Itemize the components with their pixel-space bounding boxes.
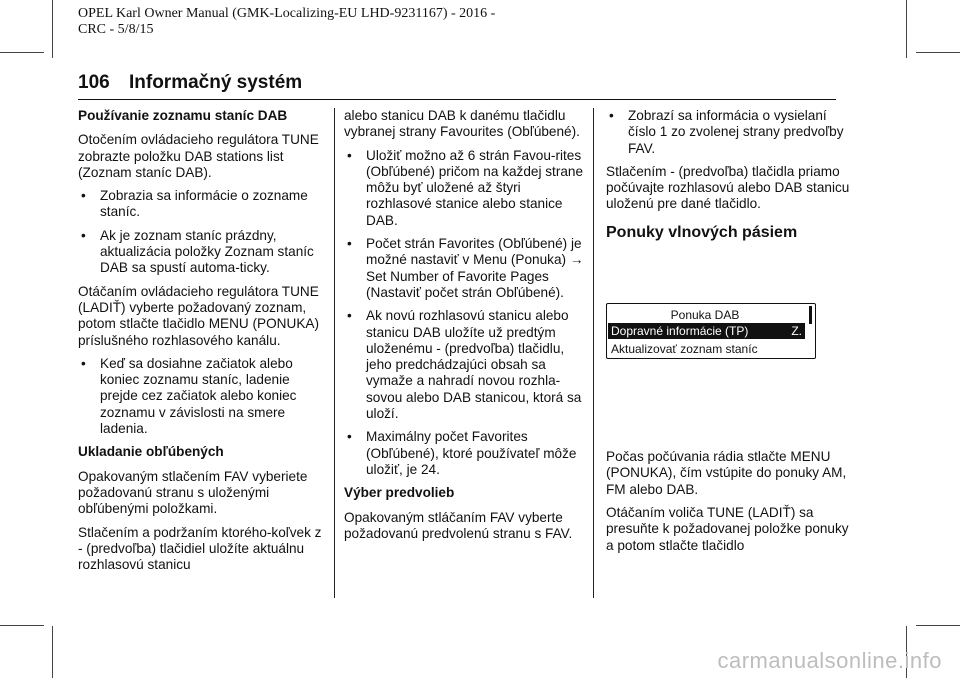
selected-item-value: Z.: [791, 323, 802, 338]
page-number: 106: [78, 72, 110, 93]
bullet-list: [78, 356, 324, 437]
scrollbar-indicator: [809, 306, 812, 324]
text-column-3: [606, 108, 852, 561]
paragraph: Stlačením a podržaním ktorého-koľvek z - (predvoľba) tlačidiel uložíte aktuálnu rozhlasovú stanicu: [78, 524, 322, 573]
watermark: carmanualsonline.info: [717, 648, 942, 673]
text-column-1: [78, 108, 324, 580]
crop-mark: [0, 52, 44, 53]
crop-mark: [916, 52, 960, 53]
paragraph: Otočením ovládacieho regulátora TUNE zobrazte položku DAB stations list (Zoznam staníc DAB).: [78, 132, 319, 180]
display-menu-item: Aktualizovať zoznam staníc: [611, 342, 758, 357]
list-item: • Zobrazia sa informácie o zozname staníc.: [78, 188, 324, 221]
display-title: Ponuka DAB: [670, 308, 740, 323]
meta-line: CRC - 5/8/15: [78, 22, 154, 37]
heading-rule: [78, 99, 836, 100]
column-divider: [593, 108, 594, 598]
column-divider: [334, 108, 335, 598]
subheading: Používanie zoznamu staníc DAB: [78, 108, 288, 123]
subheading: Výber predvolieb: [344, 485, 455, 501]
paragraph: Otáčaním ovládacieho regulátora TUNE (LADIŤ) vyberte požadovaný zoznam, potom stlačte tlačidlo MENU (PONUKA) príslušného rozhlasového kanálu.: [78, 283, 319, 348]
meta-line: OPEL Karl Owner Manual (GMK-Localizing-EU LHD-9231167) - 2016 -: [78, 6, 496, 21]
crop-mark: [52, 626, 53, 678]
section-heading: Ponuky vlnových pásiem: [606, 223, 798, 241]
paragraph: Stlačením - (predvoľba) tlačidla priamo počúvajte rozhlasovú alebo DAB stanicu uloženú pre dané tlačidlo.: [606, 163, 850, 212]
list-item: • Ak je zoznam staníc prázdny, aktualizácia položky Zoznam staníc DAB sa spustí automa-ticky.: [78, 228, 324, 277]
document-meta: [78, 6, 598, 38]
crop-mark: [916, 625, 960, 626]
paragraph: Počas počúvania rádia stlačte MENU (PONUKA), čím vstúpite do ponuky AM, FM alebo DAB.: [606, 449, 847, 497]
bullet-list: [78, 188, 324, 276]
paragraph: Otáčaním voliča TUNE (LADIŤ) sa presuňte k požadovanej položke ponuky a potom stlačte tlačidlo: [606, 504, 849, 553]
display-selected-item: [608, 323, 805, 339]
paragraph: alebo stanicu DAB k danému tlačidlu vybranej strany Favourites (Obľúbené).: [344, 108, 580, 140]
list-item: • Maximálny počet Favorites (Obľúbené), ktoré používateľ môže uložiť, je 24.: [344, 429, 590, 478]
subheading: Ukladanie obľúbených: [78, 444, 224, 460]
list-item: • Ak novú rozhlasovú stanicu alebo stanicu DAB uložíte už predtým uloženému - (predvoľba) tlačidlu, jeho predchádzajúci obsah sa vymaže a nahradí novou rozhla-sovou alebo DAB stanicou, ktorá sa uloží.: [344, 308, 590, 422]
list-item: • Keď sa dosiahne začiatok alebo koniec zoznamu staníc, ladenie prejde cez začiatok alebo koniec zoznamu v závislosti na smere ladenia.: [78, 356, 324, 437]
bullet-list: [606, 108, 852, 157]
paragraph: Opakovaným stlačením FAV vyberiete požadovanú stranu s uloženými obľúbenými položkami.: [78, 468, 308, 517]
crop-mark: [0, 625, 44, 626]
bullet-list: [344, 148, 590, 479]
crop-mark: [906, 0, 907, 58]
page-heading: [78, 72, 302, 94]
list-item: • Zobrazí sa informácia o vysielaní číslo 1 zo zvolenej strany predvoľby FAV.: [606, 108, 852, 157]
selected-item-label: Dopravné informácie (TP): [611, 323, 749, 338]
display-illustration: [606, 303, 852, 375]
dab-menu-display: [606, 303, 816, 359]
crop-mark: [52, 0, 53, 58]
section-title: Informačný systém: [128, 72, 303, 93]
list-item: • Uložiť možno až 6 strán Favou-rites (Obľúbené) pričom na každej strane môžu byť uložené až štyri rozhlasové stanice alebo stanice DAB.: [344, 148, 590, 229]
paragraph: Opakovaným stláčaním FAV vyberte požadovanú predvolenú stranu s FAV.: [344, 509, 573, 541]
text-column-2: [344, 108, 590, 549]
list-item: • Počet strán Favorites (Obľúbené) je možné nastaviť v Menu (Ponuka) → Set Number of Favorite Pages (Nastaviť počet strán Obľúbené).: [344, 236, 590, 301]
